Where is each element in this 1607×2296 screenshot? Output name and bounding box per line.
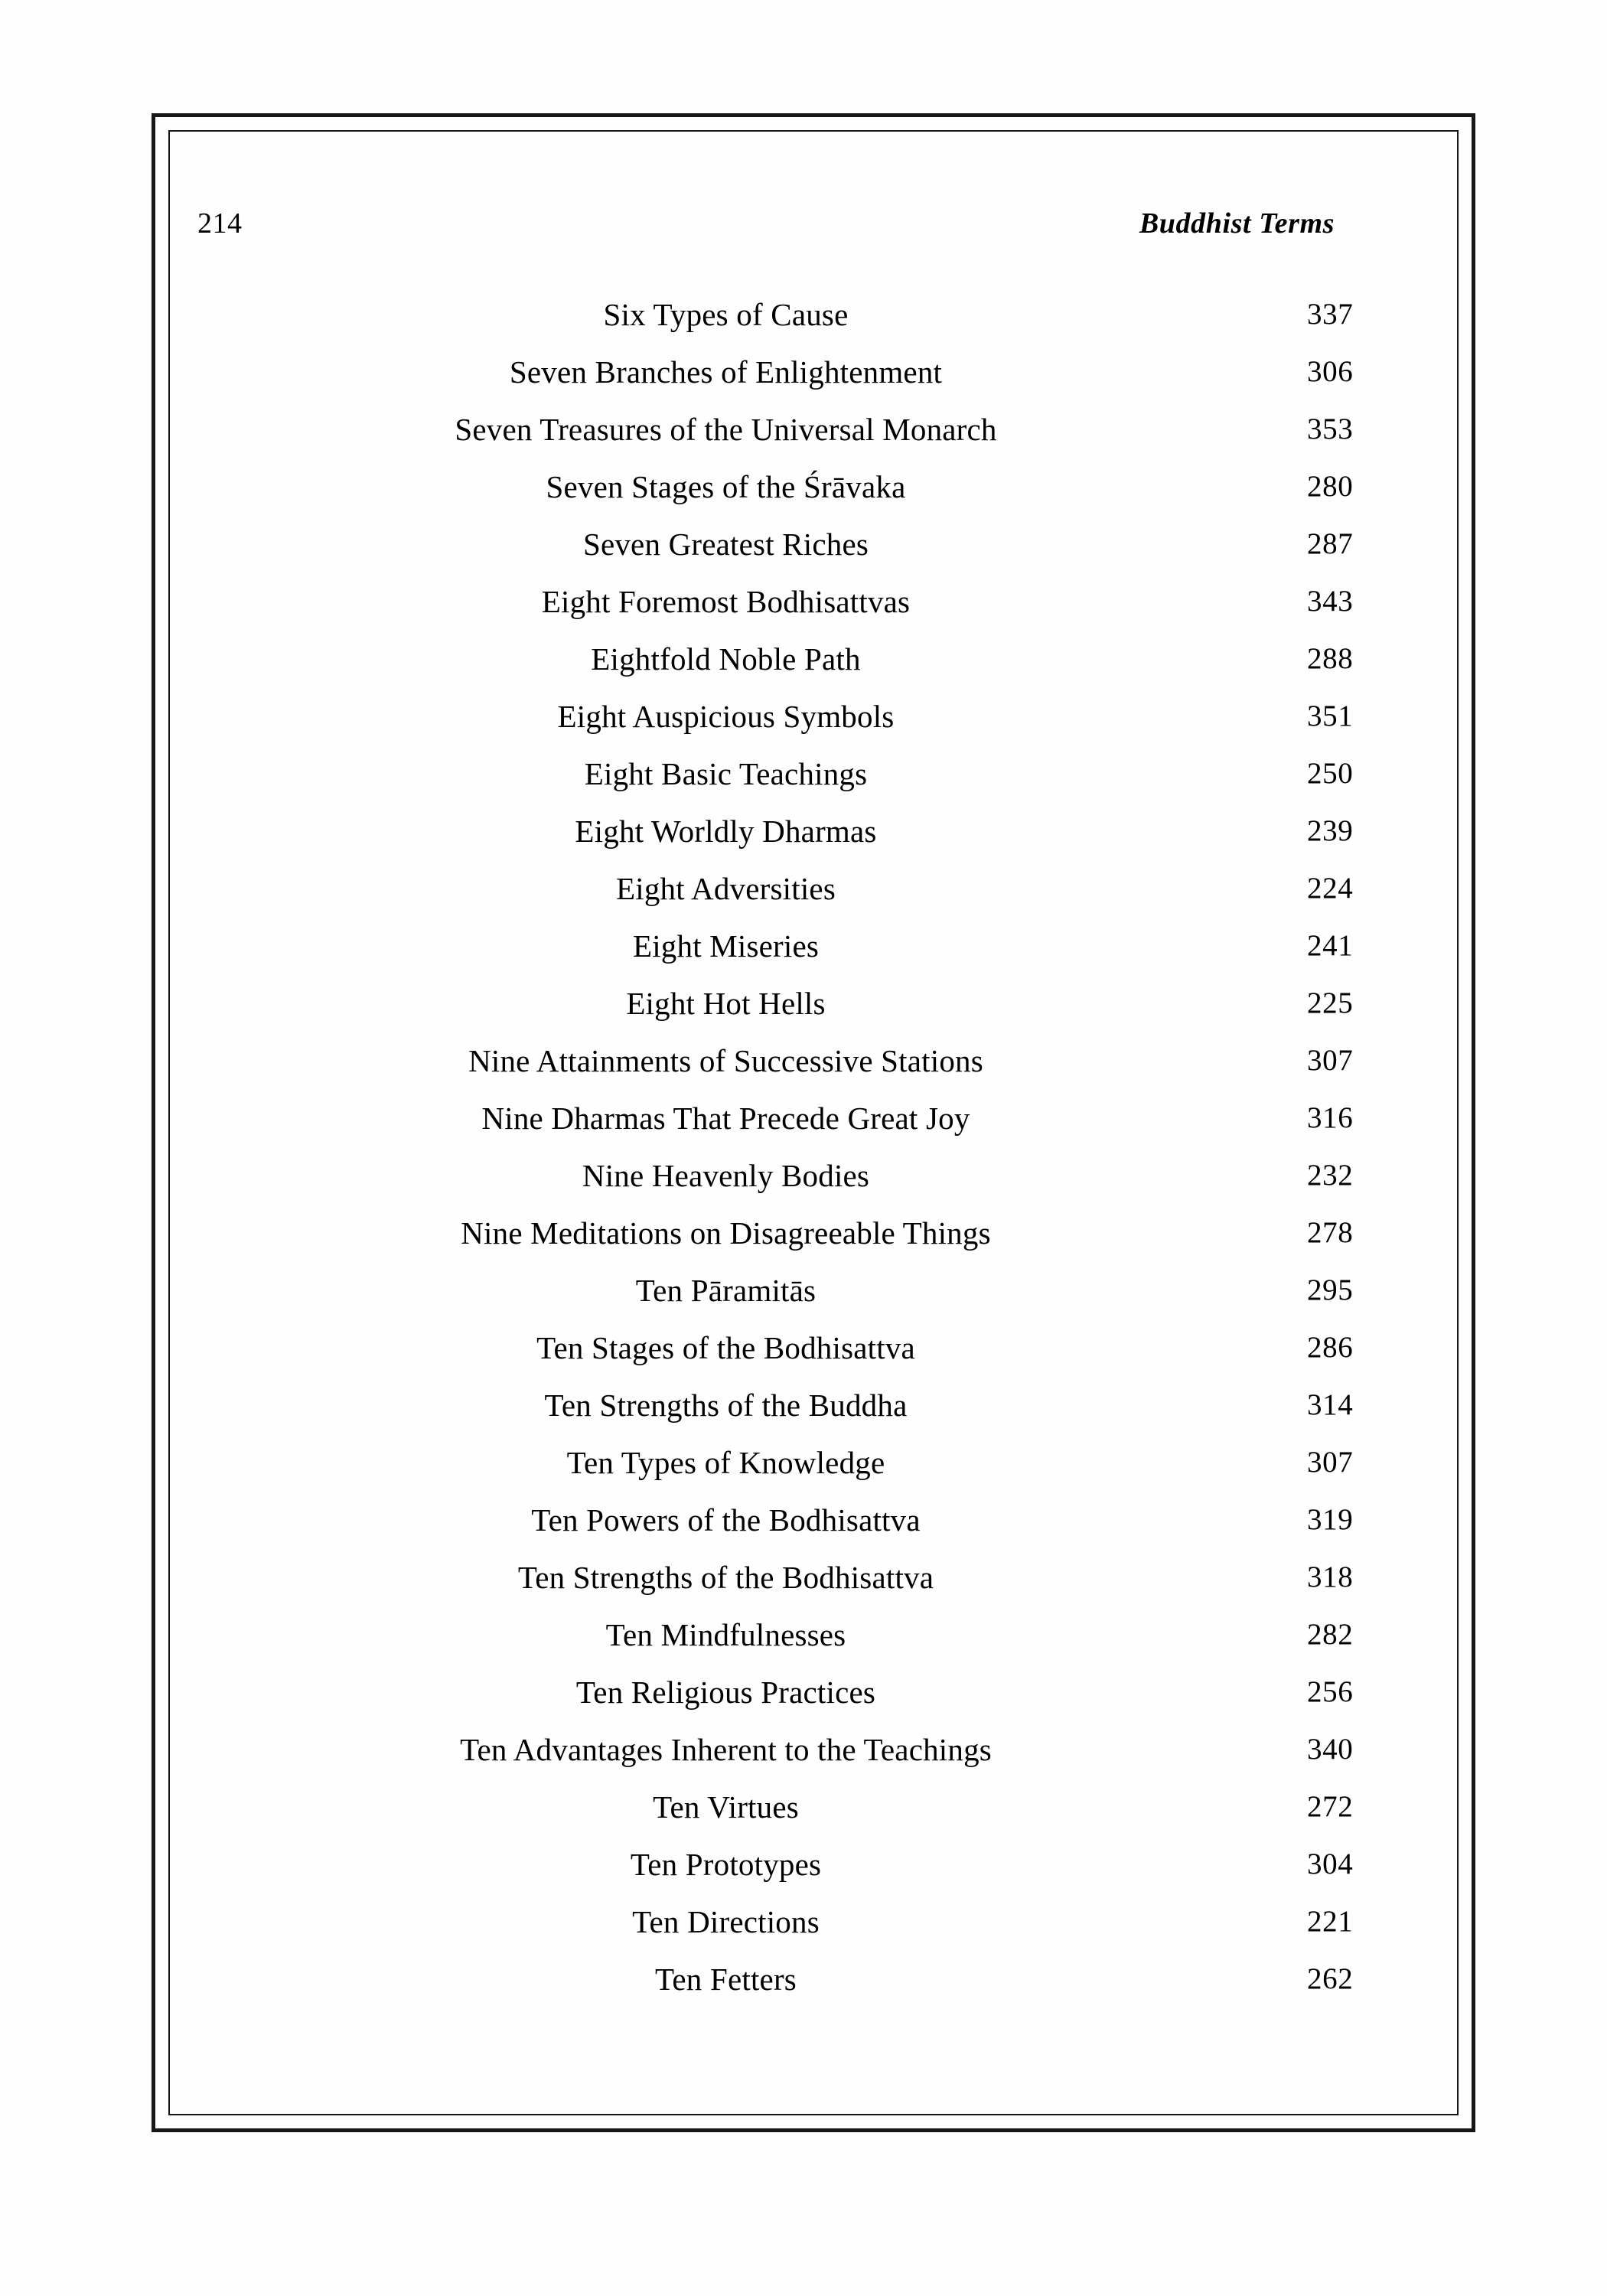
index-entry-title: Eight Auspicious Symbols	[557, 699, 895, 734]
index-entry	[197, 406, 1429, 463]
index-entry	[197, 980, 1429, 1037]
running-head	[197, 205, 1429, 251]
index-entry	[197, 520, 1429, 578]
index-entry	[197, 693, 1429, 750]
index-entry	[197, 1037, 1429, 1094]
index-entry-page-number: 239	[1307, 814, 1354, 847]
index-entry-page-number: 225	[1307, 987, 1354, 1019]
index-entry-title: Ten Advantages Inherent to the Teachings	[460, 1732, 992, 1767]
index-entry-page-number: 351	[1307, 700, 1354, 732]
index-entry-title: Ten Prototypes	[630, 1847, 822, 1882]
index-entry-page-number: 286	[1307, 1331, 1354, 1364]
index-entry-title: Eight Basic Teachings	[584, 756, 868, 791]
index-entry	[197, 1324, 1429, 1381]
index-entry-title: Eight Foremost Bodhisattvas	[541, 584, 911, 619]
index-entry	[197, 1841, 1429, 1898]
index-entry-page-number: 221	[1307, 1905, 1354, 1938]
index-entry-title: Ten Directions	[632, 1904, 820, 1939]
index-entry	[197, 635, 1429, 693]
index-entry-page-number: 304	[1307, 1848, 1354, 1880]
index-entry-page-number: 262	[1307, 1962, 1354, 1995]
index-entry-page-number: 278	[1307, 1216, 1354, 1249]
index-entry-title: Eight Worldly Dharmas	[575, 814, 877, 849]
index-entry-list	[197, 291, 1429, 2013]
index-entry-title: Ten Strengths of the Bodhisattva	[517, 1560, 934, 1595]
index-entry-page-number: 295	[1307, 1274, 1354, 1306]
index-entry-title: Eight Adversities	[616, 871, 836, 906]
index-entry	[197, 1381, 1429, 1439]
index-entry-page-number: 340	[1307, 1733, 1354, 1766]
index-entry	[197, 1898, 1429, 1955]
index-entry	[197, 463, 1429, 520]
index-entry-page-number: 256	[1307, 1675, 1354, 1708]
index-entry	[197, 1955, 1429, 2013]
index-entry-page-number: 282	[1307, 1618, 1354, 1651]
index-entry-title: Seven Stages of the Śrāvaka	[546, 469, 906, 504]
index-entry-title: Eight Miseries	[632, 928, 820, 964]
index-entry-title: Ten Mindfulnesses	[605, 1617, 846, 1652]
index-entry-page-number: 353	[1307, 413, 1354, 445]
index-entry	[197, 1668, 1429, 1726]
index-entry	[197, 1094, 1429, 1152]
index-entry-page-number: 306	[1307, 355, 1354, 388]
index-entry	[197, 750, 1429, 807]
index-entry	[197, 807, 1429, 865]
index-entry	[197, 291, 1429, 348]
index-entry-page-number: 314	[1307, 1388, 1354, 1421]
index-entry-page-number: 319	[1307, 1503, 1354, 1536]
index-entry-title: Ten Stages of the Bodhisattva	[536, 1330, 915, 1365]
index-entry-title: Nine Dharmas That Precede Great Joy	[481, 1101, 970, 1136]
index-entry	[197, 1152, 1429, 1209]
index-entry-page-number: 316	[1307, 1101, 1354, 1134]
index-entry-page-number: 250	[1307, 757, 1354, 790]
index-entry	[197, 348, 1429, 406]
index-entry	[197, 865, 1429, 922]
index-entry-title: Ten Fetters	[655, 1962, 797, 1997]
index-entry-title: Ten Virtues	[653, 1789, 799, 1825]
index-entry-page-number: 288	[1307, 642, 1354, 675]
index-entry-page-number: 241	[1307, 929, 1354, 962]
index-entry-title: Ten Strengths of the Buddha	[544, 1388, 908, 1423]
index-entry-page-number: 337	[1307, 298, 1354, 331]
index-entry-page-number: 287	[1307, 527, 1354, 560]
folio-number: 214	[197, 207, 243, 240]
index-entry-title: Ten Powers of the Bodhisattva	[531, 1502, 921, 1538]
index-entry	[197, 1209, 1429, 1267]
index-entry-title: Ten Pāramitās	[635, 1273, 817, 1308]
index-entry-title: Nine Heavenly Bodies	[582, 1158, 870, 1193]
index-entry	[197, 1439, 1429, 1496]
index-entry-page-number: 232	[1307, 1159, 1354, 1192]
index-entry-page-number: 343	[1307, 585, 1354, 618]
index-entry	[197, 1267, 1429, 1324]
index-entry	[197, 1783, 1429, 1841]
index-entry-page-number: 272	[1307, 1790, 1354, 1823]
index-entry	[197, 1726, 1429, 1783]
index-entry	[197, 578, 1429, 635]
index-entry-title: Nine Meditations on Disagreeable Things	[461, 1215, 991, 1251]
index-entry	[197, 1554, 1429, 1611]
index-entry-page-number: 318	[1307, 1561, 1354, 1593]
index-entry-title: Ten Religious Practices	[575, 1675, 876, 1710]
index-entry-title: Nine Attainments of Successive Stations	[468, 1043, 983, 1078]
index-entry-page-number: 224	[1307, 872, 1354, 905]
index-entry	[197, 1611, 1429, 1668]
index-entry	[197, 1496, 1429, 1554]
index-entry-title: Eight Hot Hells	[626, 986, 826, 1021]
index-entry	[197, 922, 1429, 980]
index-entry-title: Seven Treasures of the Universal Monarch	[455, 412, 997, 447]
index-entry-title: Ten Types of Knowledge	[566, 1445, 885, 1480]
index-entry-title: Seven Branches of Enlightenment	[509, 354, 943, 390]
index-entry-title: Eightfold Noble Path	[591, 641, 861, 677]
index-entry-page-number: 307	[1307, 1044, 1354, 1077]
running-head-title: Buddhist Terms	[1139, 207, 1335, 240]
index-entry-page-number: 307	[1307, 1446, 1354, 1479]
index-entry-title: Six Types of Cause	[603, 297, 849, 332]
index-entry-page-number: 280	[1307, 470, 1354, 503]
index-entry-title: Seven Greatest Riches	[582, 527, 869, 562]
